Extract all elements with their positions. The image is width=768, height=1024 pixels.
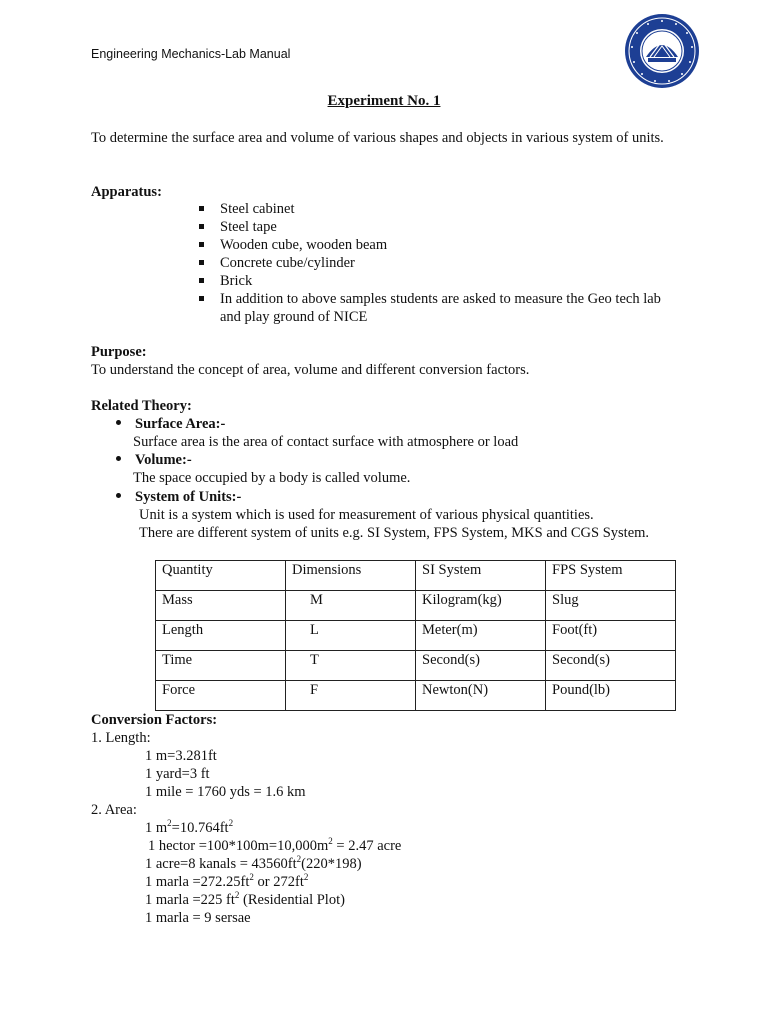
conversion-heading: Conversion Factors: (91, 712, 218, 728)
table-row (156, 651, 676, 681)
experiment-title: Experiment No. 1 (327, 93, 441, 109)
table-row (156, 621, 676, 651)
table-cell: Time (156, 651, 286, 681)
table-row (156, 591, 676, 621)
volume-label: Volume:- (116, 451, 192, 469)
square-bullet-icon (199, 206, 204, 211)
purpose-heading: Purpose: (91, 344, 147, 360)
surface-area-label: Surface Area:- (116, 415, 225, 433)
table-row (156, 681, 676, 711)
units-text-1: Unit is a system which is used for measurement of various physical quantities. (139, 507, 594, 523)
area-heading: 2. Area: (91, 802, 137, 818)
square-bullet-icon (199, 242, 204, 247)
square-bullet-icon (199, 278, 204, 283)
length-line-1: 1 m=3.281ft (145, 748, 217, 764)
list-item: Steel tape (197, 218, 677, 236)
table-cell: T (286, 651, 416, 681)
table-header-row (156, 561, 676, 591)
area-line-2: 1 hector $=100*100m=10,000m^2 = 2.47$ acre (148, 836, 402, 854)
objective-text: To determine the surface area and volume of various shapes and objects in various system of units. (91, 130, 664, 146)
theory-heading: Related Theory: (91, 398, 192, 414)
table-cell: Newton(N) (416, 681, 546, 711)
manual-header: Engineering Mechanics-Lab Manual (91, 47, 291, 61)
table-cell: Mass (156, 591, 286, 621)
length-line-3: 1 mile = 1760 yds = 1.6 km (145, 784, 306, 800)
volume-text: The space occupied by a body is called volume. (133, 470, 411, 486)
units-text-2: There are different system of units e.g. SI System, FPS System, MKS and CGS System. (139, 525, 650, 541)
table-cell: Length (156, 621, 286, 651)
units-table (155, 560, 676, 711)
table-cell: M (286, 591, 416, 621)
area-line-1: 1 $m^2=10.764ft^2$ (145, 818, 234, 836)
header-quantity: Quantity (156, 561, 286, 591)
square-bullet-icon (199, 296, 204, 301)
table-cell: Slug (546, 591, 676, 621)
table-cell: Meter(m) (416, 621, 546, 651)
area-line-6: 1 marla = 9 sersae (145, 910, 251, 926)
header-si-system: SI System (416, 561, 546, 591)
university-seal-logo (624, 13, 700, 89)
apparatus-heading: Apparatus: (91, 184, 162, 200)
list-item: Steel cabinet (197, 200, 677, 218)
length-heading: 1. Length: (91, 730, 151, 746)
square-bullet-icon (199, 224, 204, 229)
table-cell: Foot(ft) (546, 621, 676, 651)
table-cell: Kilogram(kg) (416, 591, 546, 621)
table-cell: F (286, 681, 416, 711)
list-item: Concrete cube/cylinder (197, 254, 677, 272)
list-item: In addition to above samples students are asked to measure the Geo tech lab and play ground of NICE (197, 290, 677, 326)
purpose-text: To understand the concept of area, volume and different conversion factors. (91, 362, 530, 378)
list-item: Wooden cube, wooden beam (197, 236, 677, 254)
area-line-4: 1 marla $=272.25ft^2$ or $272ft^2$ (145, 872, 309, 890)
header-dimensions: Dimensions (286, 561, 416, 591)
round-bullet-icon (116, 493, 121, 498)
table-cell: Pound(lb) (546, 681, 676, 711)
list-item: Brick (197, 272, 677, 290)
square-bullet-icon (199, 260, 204, 265)
table-cell: L (286, 621, 416, 651)
table-cell: Second(s) (416, 651, 546, 681)
round-bullet-icon (116, 420, 121, 425)
area-line-5: 1 marla =225 $ft^2$ (Residential Plot) (145, 890, 345, 908)
table-cell: Force (156, 681, 286, 711)
area-line-3: 1 acre=8 kanals = $43560ft^2(220*198)$ (145, 854, 362, 872)
apparatus-list (197, 200, 677, 326)
round-bullet-icon (116, 456, 121, 461)
units-label: System of Units:- (116, 488, 241, 506)
length-line-2: 1 yard=3 ft (145, 766, 210, 782)
surface-area-text: Surface area is the area of contact surface with atmosphere or load (133, 434, 519, 450)
table-cell: Second(s) (546, 651, 676, 681)
header-fps-system: FPS System (546, 561, 676, 591)
